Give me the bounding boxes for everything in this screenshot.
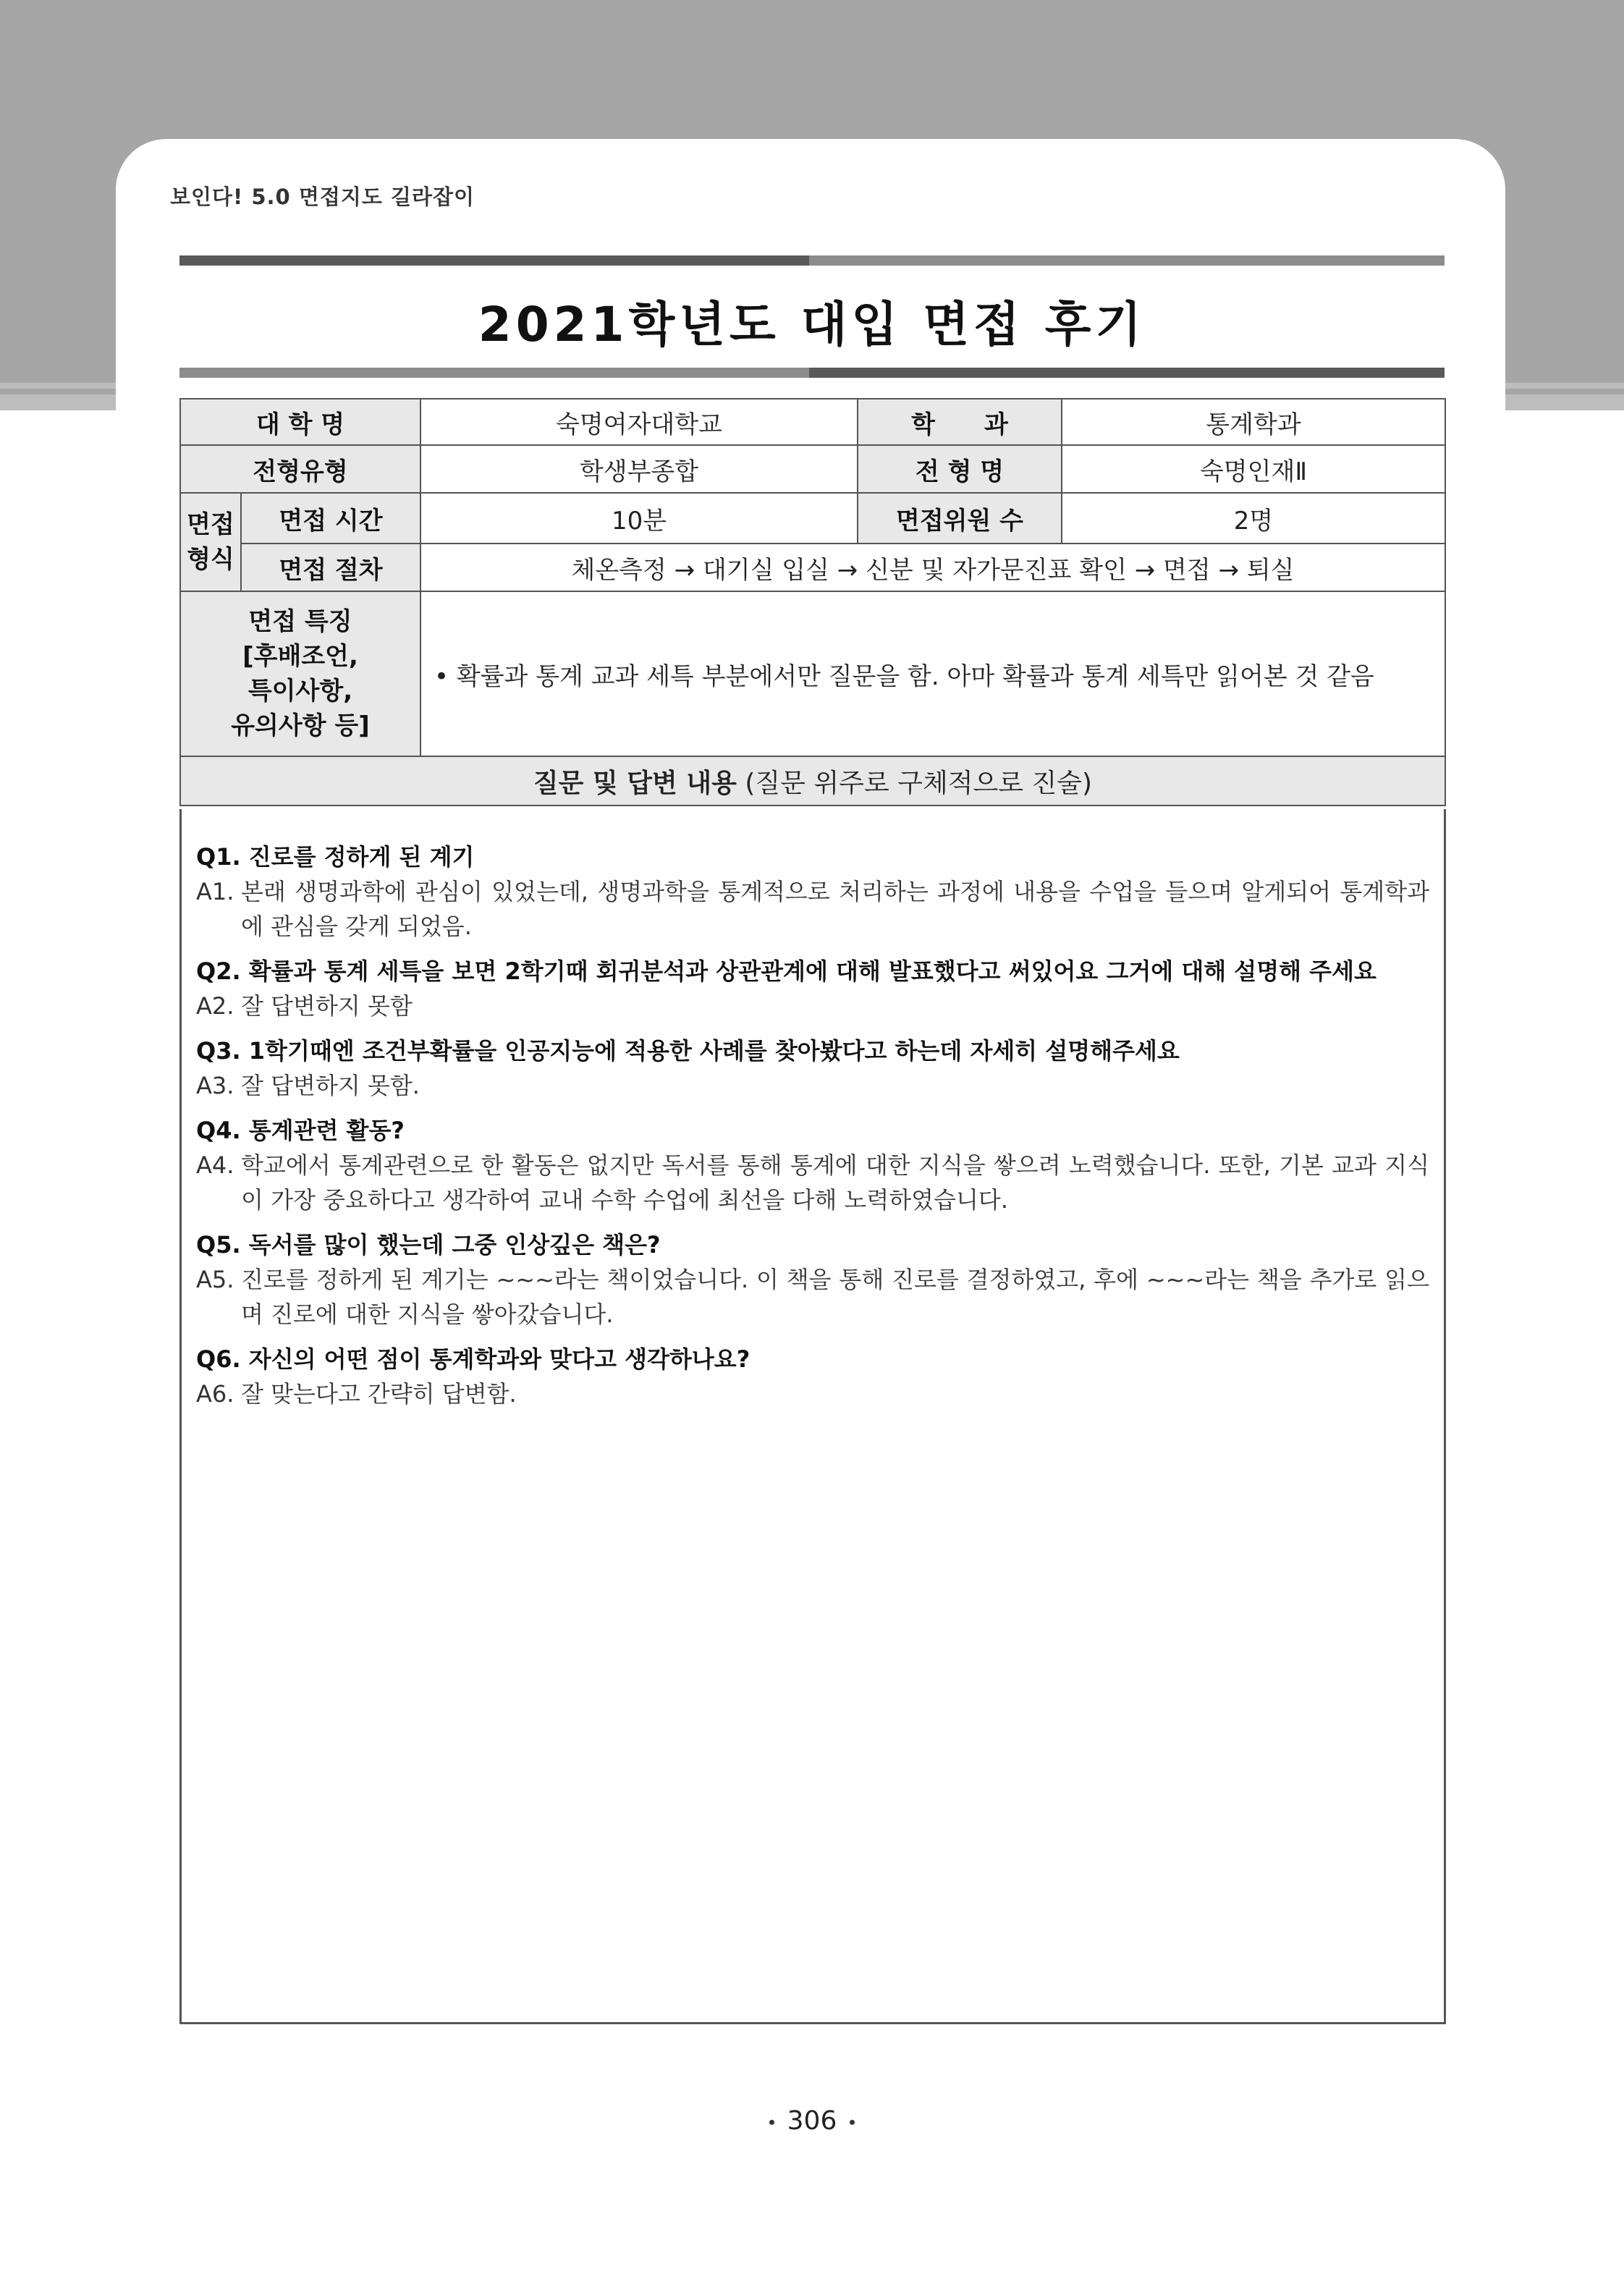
university-value: 숙명여자대학교 [420,399,858,445]
answer-text: 잘 맞는다고 간략히 답변함. [241,1380,517,1408]
format-label-line: 형식 [187,545,234,574]
question: Q1. 진로를 정하게 된 계기 [196,843,475,871]
qa-header-note: (질문 위주로 구체적으로 진술) [736,768,1093,798]
answer-text: 진로를 정하게 된 계기는 ~~~라는 책이었습니다. 이 책을 통해 진로를 결정하였고, 후에 ~~~라는 책을 추가로 읽으며 진로에 대한 지식을 쌓아갔습니다. [241,1266,1429,1328]
question: Q4. 통계관련 활동? [196,1117,405,1144]
answer [196,1262,1429,1332]
answer-tag: A6. [196,1380,234,1408]
row-procedure [180,544,1445,591]
qa-section-header [180,756,1445,806]
question: Q6. 자신의 어떤 점이 통계학과와 맞다고 생각하나요? [196,1345,750,1373]
answer-text: 잘 답변하지 못함 [241,992,413,1020]
answer-tag: A1. [196,878,234,905]
interviewers-value: 2명 [1062,493,1445,544]
procedure-label: 면접 절차 [241,544,420,591]
qa-item [196,1342,1429,1411]
answer-tag: A5. [196,1266,234,1293]
answer-text: 학교에서 통계관련으로 한 활동은 없지만 독서를 통해 통계에 대한 지식을 쌓으려 노력했습니다. 또한, 기본 교과 지식이 가장 중요하다고 생각하여 교내 수학 수업에 최선을 다해 노력하였습니다. [241,1151,1429,1214]
row-admission [180,445,1445,493]
time-value: 10분 [420,493,858,544]
features-label-line: 유의사항 등] [231,711,370,740]
qa-content-box [179,809,1446,2024]
qa-item [196,1227,1429,1332]
left-edge-stripe [0,394,116,410]
department-value: 통계학과 [1062,399,1445,445]
university-label: 대 학 명 [180,399,420,445]
department-label: 학 과 [858,399,1062,445]
answer [196,874,1429,944]
admission-type-label: 전형유형 [180,445,420,493]
document-title: 2021학년도 대입 면접 후기 [478,297,1146,352]
interviewers-label: 면접위원 수 [858,493,1062,544]
answer-tag: A4. [196,1151,234,1179]
answer [196,1068,1429,1103]
format-label [180,493,241,591]
answer-tag: A2. [196,992,234,1020]
features-label-line: [후배조언, [242,642,358,671]
title-rule-top [179,255,1445,266]
answer [196,989,1429,1023]
answer [196,1377,1429,1411]
answer-tag: A3. [196,1072,234,1099]
right-edge-stripe [1505,394,1624,410]
qa-item [196,1113,1429,1217]
question: Q5. 독서를 많이 했는데 그중 인상깊은 책은? [196,1231,661,1259]
features-label-line: 면접 특징 [248,607,352,636]
format-label-line: 면접 [187,510,234,539]
question: Q2. 확률과 통계 세특을 보면 2학기때 회귀분석과 상관관계에 대해 발표했다고 써있어요 그거에 대해 설명해 주세요 [196,957,1376,985]
features-value: • 확률과 통계 교과 세특 부분에서만 질문을 함. 아마 확률과 통계 세특만 읽어본 것 같음 [420,591,1445,756]
admission-type-value: 학생부종합 [420,445,858,493]
time-label: 면접 시간 [241,493,420,544]
features-label-line: 특이사항, [248,677,353,706]
answer [196,1148,1429,1217]
answer-text: 잘 답변하지 못함. [241,1072,420,1099]
qa-item [196,840,1429,944]
qa-item [196,1033,1429,1103]
qa-item [196,954,1429,1023]
qa-header-bold: 질문 및 답변 내용 [533,768,737,798]
row-qa-header [180,756,1445,806]
bullet-dot [850,2120,855,2125]
qa-list [196,840,1429,1421]
features-label [180,591,420,756]
bullet-dot [769,2120,774,2125]
page-number [0,2106,1624,2136]
page-number-value: 306 [787,2106,837,2136]
admission-name-label: 전 형 명 [858,445,1062,493]
title-rule-bottom [179,368,1445,378]
question: Q3. 1학기때엔 조건부확률을 인공지능에 적용한 사례를 찾아봤다고 하는데 자세히 설명해주세요 [196,1037,1180,1065]
admission-name-value: 숙명인재Ⅱ [1062,445,1445,493]
row-features [180,591,1445,756]
answer-text: 본래 생명과학에 관심이 있었는데, 생명과학을 통계적으로 처리하는 과정에 내용을 수업을 들으며 알게되어 통계학과에 관심을 갖게 되었음. [241,878,1429,940]
procedure-value: 체온측정 → 대기실 입실 → 신분 및 자가문진표 확인 → 면접 → 퇴실 [420,544,1445,591]
interview-info-table [179,398,1446,806]
row-university [180,399,1445,445]
running-header: 보인다! 5.0 면접지도 길라잡이 [170,185,475,209]
row-interview-time [180,493,1445,544]
